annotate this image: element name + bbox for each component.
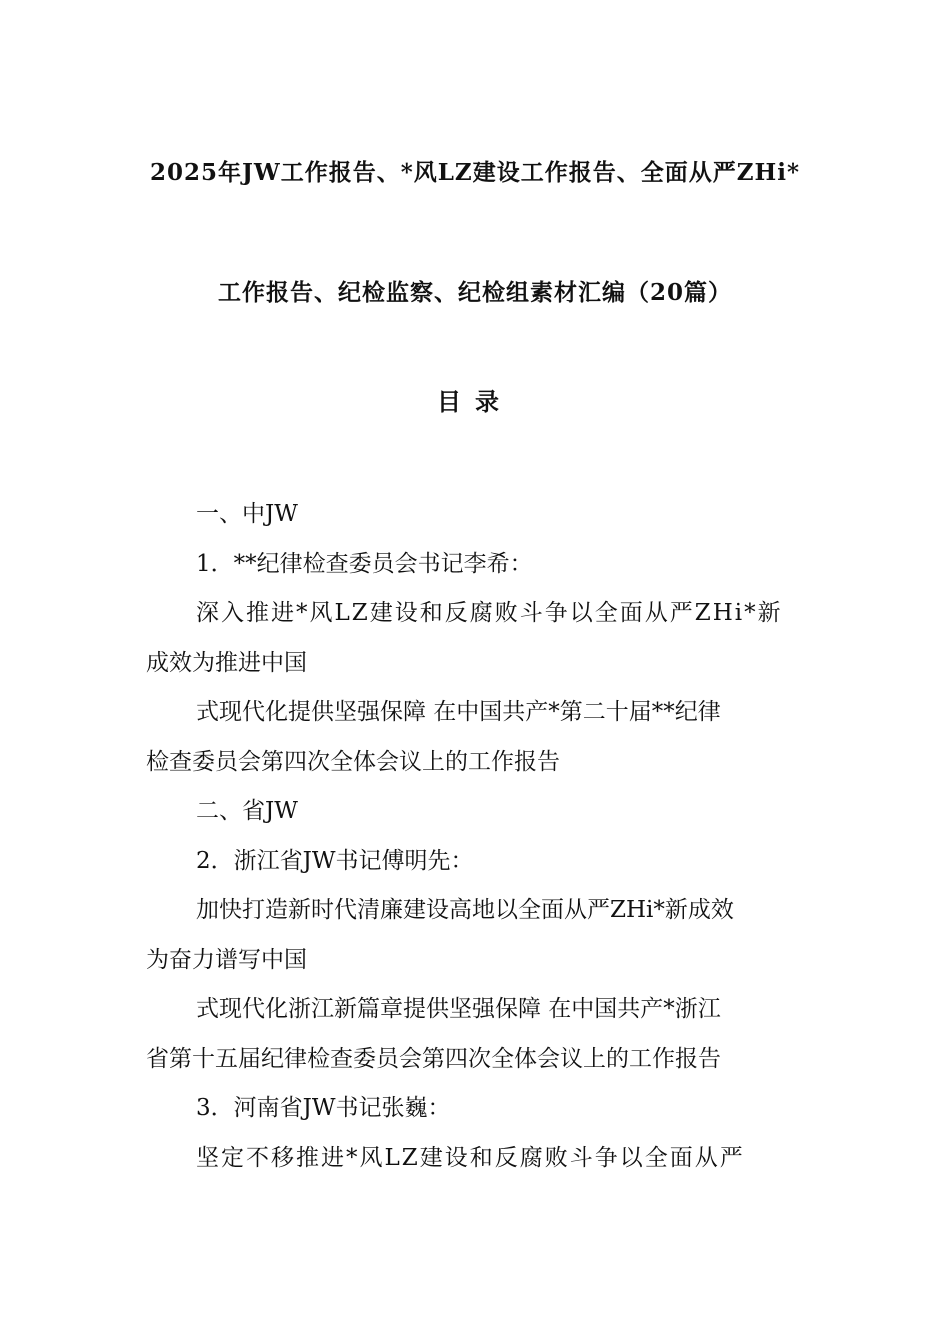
- toc-entry-2-title: 加快打造新时代清廉建设高地以全面从严ZHi*新成效: [196, 897, 734, 923]
- toc-heading: 目录: [437, 387, 513, 416]
- toc-entry-1-subtitle-cont: 检查委员会第四次全体会议上的工作报告: [146, 748, 560, 775]
- document-title-line-2: 工作报告、纪检监察、纪检组素材汇编（20篇）: [217, 279, 732, 306]
- toc-entry-1-subtitle: 式现代化提供坚强保障 在中国共产*第二十届**纪律: [196, 699, 721, 725]
- toc-entry-2-subtitle-cont: 省第十五届纪律检查委员会第四次全体会议上的工作报告: [146, 1045, 721, 1072]
- toc-list: [146, 490, 810, 1183]
- document-title-line-1: 2025年JW工作报告、*风LZ建设工作报告、全面从严ZHi*: [149, 159, 800, 186]
- toc-entry-3-author: 3．河南省JW书记张巍：: [196, 1095, 451, 1121]
- toc-entry-1-author: 1．**纪律检查委员会书记李希：: [196, 550, 533, 577]
- toc-section-provincial: 二、省JW: [196, 798, 298, 824]
- toc-entry-1-title-cont: 成效为推进中国: [146, 649, 307, 676]
- toc-entry-2-author: 2．浙江省JW书记傅明先：: [196, 847, 474, 874]
- toc-entry-1-title: 深入推进*风LZ建设和反腐败斗争以全面从严ZHi*新: [196, 600, 783, 626]
- toc-entry-2-subtitle: 式现代化浙江新篇章提供坚强保障 在中国共产*浙江: [196, 996, 721, 1022]
- toc-section-central: 一、中JW: [196, 501, 298, 527]
- toc-entry-3-title: 坚定不移推进*风LZ建设和反腐败斗争以全面从严: [196, 1144, 745, 1171]
- toc-entry-2-title-cont: 为奋力谱写中国: [146, 946, 307, 973]
